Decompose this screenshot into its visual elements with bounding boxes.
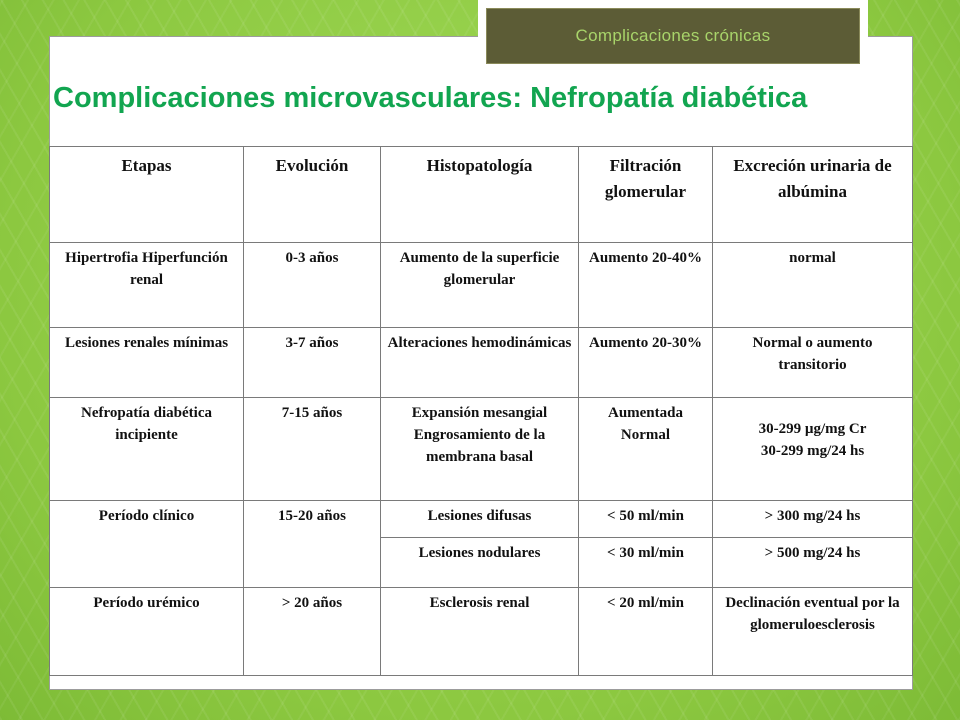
cell-etapa: Lesiones renales mínimas — [50, 328, 244, 398]
cell-filtracion: < 50 ml/min — [579, 501, 713, 538]
cell-excrecion: > 500 mg/24 hs — [713, 538, 913, 588]
cell-histopatologia: Expansión mesangial Engrosamiento de la membrana basal — [381, 398, 579, 501]
cell-histopatologia: Alteraciones hemodinámicas — [381, 328, 579, 398]
cell-etapa: Período urémico — [50, 588, 244, 676]
excrecion-line-1: 30-299 µg/mg Cr — [758, 421, 867, 437]
excrecion-line-2: 30-299 mg/24 hs — [760, 443, 865, 459]
slide-title: Complicaciones microvasculares: Nefropatía diabética — [53, 82, 808, 114]
header-evolucion: Evolución — [244, 147, 381, 243]
nephropathy-stages-table — [49, 146, 913, 676]
cell-excrecion: Declinación eventual por la glomeruloesclerosis — [713, 588, 913, 676]
cell-evolucion: > 20 años — [244, 588, 381, 676]
section-tag-box — [486, 8, 860, 64]
section-tag — [478, 0, 868, 72]
cell-excrecion: normal — [713, 243, 913, 328]
section-tag-label: Complicaciones crónicas — [575, 26, 771, 45]
cell-etapa: Período clínico — [50, 501, 244, 588]
table-row — [50, 328, 913, 398]
cell-evolucion: 0-3 años — [244, 243, 381, 328]
cell-filtracion: Aumento 20-30% — [579, 328, 713, 398]
cell-evolucion: 3-7 años — [244, 328, 381, 398]
cell-etapa: Hipertrofia Hiperfunción renal — [50, 243, 244, 328]
cell-histopatologia: Esclerosis renal — [381, 588, 579, 676]
cell-filtracion: Aumentada Normal — [579, 398, 713, 501]
table-row — [50, 588, 913, 676]
cell-excrecion — [713, 398, 913, 501]
cell-etapa: Nefropatía diabética incipiente — [50, 398, 244, 501]
table-row — [50, 398, 913, 501]
cell-excrecion: > 300 mg/24 hs — [713, 501, 913, 538]
cell-evolucion: 7-15 años — [244, 398, 381, 501]
cell-evolucion: 15-20 años — [244, 501, 381, 588]
cell-excrecion: Normal o aumento transitorio — [713, 328, 913, 398]
cell-histopatologia: Lesiones difusas — [381, 501, 579, 538]
header-excrecion: Excreción urinaria de albúmina — [713, 147, 913, 243]
cell-filtracion: Aumento 20-40% — [579, 243, 713, 328]
table-row — [50, 243, 913, 328]
table-header-row — [50, 147, 913, 243]
cell-histopatologia: Aumento de la superficie glomerular — [381, 243, 579, 328]
cell-filtracion: < 30 ml/min — [579, 538, 713, 588]
header-filtracion: Filtración glomerular — [579, 147, 713, 243]
cell-histopatologia: Lesiones nodulares — [381, 538, 579, 588]
header-histopatologia: Histopatología — [381, 147, 579, 243]
cell-filtracion: < 20 ml/min — [579, 588, 713, 676]
header-etapas: Etapas — [50, 147, 244, 243]
table-row — [50, 501, 913, 538]
